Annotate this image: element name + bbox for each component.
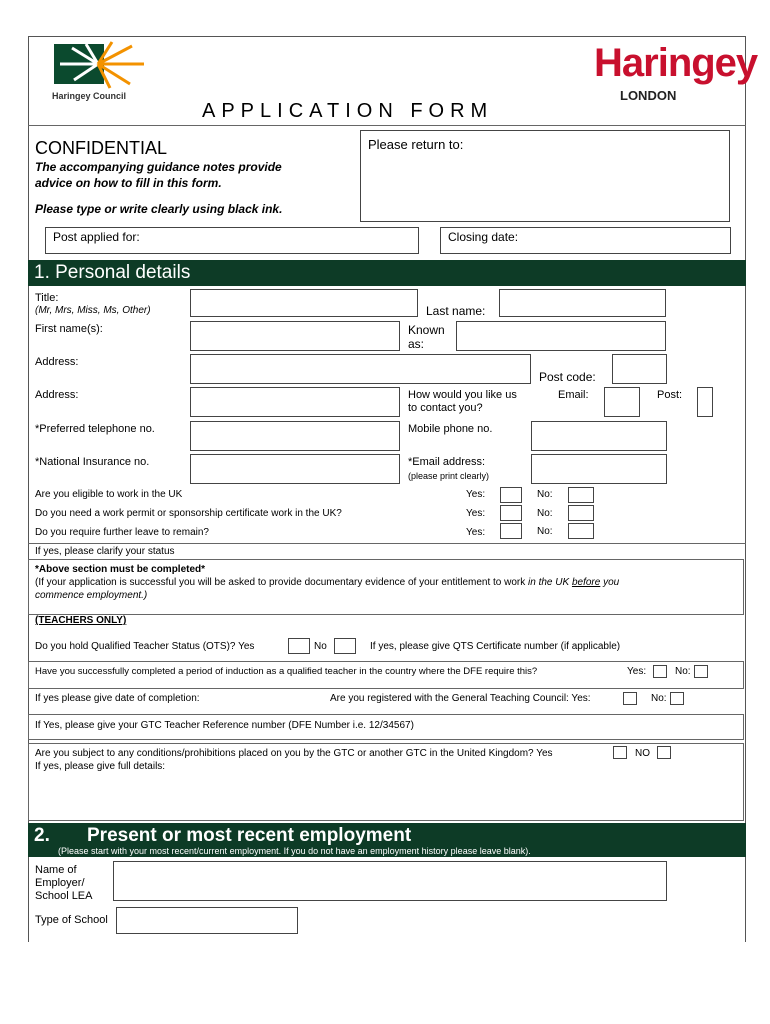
last-name-field[interactable] bbox=[499, 289, 666, 317]
council-name: Haringey Council bbox=[52, 91, 127, 101]
closing-date-label: Closing date: bbox=[448, 230, 519, 244]
gtc-ref-label: If Yes, please give your GTC Teacher Reference number (DFE Number i.e. 12/34567) bbox=[35, 720, 414, 731]
mobile-label: Mobile phone no. bbox=[408, 423, 493, 435]
employer-label-2: Employer/ bbox=[35, 877, 85, 889]
email-address-label: *Email address: bbox=[408, 456, 486, 468]
section-2-number: 2. bbox=[34, 825, 50, 846]
gtc-reg-no-box[interactable] bbox=[670, 692, 684, 705]
title-hint: (Mr, Mrs, Miss, Ms, Other) bbox=[35, 305, 151, 316]
post-code-label: Post code: bbox=[539, 370, 596, 384]
school-type-label: Type of School bbox=[35, 914, 108, 926]
brand-sub: LONDON bbox=[620, 88, 677, 103]
evidence-1d: you bbox=[600, 577, 620, 588]
form-title: APPLICATION FORM bbox=[202, 100, 494, 122]
council-logo-icon bbox=[52, 40, 148, 90]
conditions-no-box[interactable] bbox=[657, 746, 671, 759]
evidence-line-2: commence employment.) bbox=[35, 590, 148, 601]
employer-label-3: School LEA bbox=[35, 890, 93, 902]
known-as-label-1: Known bbox=[408, 323, 445, 337]
evidence-1b: in the UK bbox=[528, 577, 572, 588]
leave-no-box[interactable] bbox=[568, 523, 594, 539]
confidential-heading: CONFIDENTIAL bbox=[35, 138, 168, 158]
permit-no-label: No: bbox=[537, 508, 553, 519]
permit-no-box[interactable] bbox=[568, 505, 594, 521]
return-label: Please return to: bbox=[368, 137, 464, 152]
employer-label-1: Name of bbox=[35, 864, 77, 876]
clarify-rule-top bbox=[28, 543, 746, 544]
contact-q-2: to contact you? bbox=[408, 402, 483, 414]
permit-yes-box[interactable] bbox=[500, 505, 522, 521]
must-complete: *Above section must be completed* bbox=[35, 564, 206, 575]
evidence-1a: (If your application is successful you will be asked to provide documentary evidence of your entitlement to work bbox=[35, 577, 529, 588]
eligible-no-label: No: bbox=[537, 489, 553, 500]
leave-yes-label: Yes: bbox=[466, 527, 486, 538]
post-option-box[interactable] bbox=[697, 387, 713, 417]
first-names-field[interactable] bbox=[190, 321, 400, 351]
section-2-header bbox=[28, 823, 746, 857]
address-label-2: Address: bbox=[35, 389, 79, 401]
ink-note: Please type or write clearly using black ink. bbox=[35, 202, 283, 216]
post-option-label: Post: bbox=[657, 389, 683, 401]
email-hint: (please print clearly) bbox=[408, 471, 490, 481]
contact-q-1: How would you like us bbox=[408, 389, 517, 401]
induction-no-box[interactable] bbox=[694, 665, 708, 678]
induction-no-label: No: bbox=[675, 666, 691, 677]
council-logo bbox=[52, 40, 152, 102]
full-details-label: If yes, please give full details: bbox=[35, 761, 166, 772]
induction-yes-label: Yes: bbox=[627, 666, 647, 677]
gtc-reg-yes-box[interactable] bbox=[623, 692, 637, 705]
leave-yes-box[interactable] bbox=[500, 523, 522, 539]
qts-yes-box[interactable] bbox=[288, 638, 310, 654]
section-1-header bbox=[28, 260, 746, 286]
eligible-no-box[interactable] bbox=[568, 487, 594, 503]
title-field[interactable] bbox=[190, 289, 418, 317]
completion-date-label: If yes please give date of completion: bbox=[35, 693, 200, 704]
eligible-yes-box[interactable] bbox=[500, 487, 522, 503]
leave-question: Do you require further leave to remain? bbox=[35, 527, 209, 538]
address-field-2[interactable] bbox=[190, 387, 400, 417]
first-names-label: First name(s): bbox=[35, 323, 103, 335]
post-code-field[interactable] bbox=[612, 354, 667, 384]
known-as-field[interactable] bbox=[456, 321, 666, 351]
school-type-field[interactable] bbox=[116, 907, 298, 934]
evidence-1c: before bbox=[571, 577, 601, 588]
haringey-logo bbox=[594, 40, 758, 106]
ni-field[interactable] bbox=[190, 454, 400, 484]
ni-label: *National Insurance no. bbox=[35, 456, 150, 468]
address-field-1[interactable] bbox=[190, 354, 531, 384]
title-rule bbox=[28, 125, 746, 126]
conditions-no-label: NO bbox=[635, 748, 650, 759]
guidance-note-2: advice on how to fill in this form. bbox=[35, 176, 222, 190]
employer-field[interactable] bbox=[113, 861, 667, 901]
known-as-label-2: as: bbox=[408, 337, 425, 351]
last-name-label: Last name: bbox=[426, 304, 486, 318]
permit-question: Do you need a work permit or sponsorship certificate work in the UK? bbox=[35, 508, 342, 519]
qts-no-label: No bbox=[314, 641, 327, 652]
brand-word: Haringey bbox=[594, 41, 758, 85]
clarify-label: If yes, please clarify your status bbox=[35, 546, 175, 557]
qts-question: Do you hold Qualified Teacher Status (OTS)? Yes bbox=[35, 641, 255, 652]
address-label-1: Address: bbox=[35, 356, 79, 368]
mobile-field[interactable] bbox=[531, 421, 667, 451]
eligible-question: Are you eligible to work in the UK bbox=[35, 489, 183, 500]
guidance-note: The accompanying guidance notes provide bbox=[35, 160, 282, 174]
leave-no-label: No: bbox=[537, 526, 553, 537]
teachers-only: (TEACHERS ONLY) bbox=[35, 615, 127, 626]
post-applied-label: Post applied for: bbox=[53, 230, 140, 244]
section-1-title: 1. Personal details bbox=[34, 262, 191, 283]
section-2-note: (Please start with your most recent/current employment. If you do not have an employment history please leave blank). bbox=[58, 846, 531, 856]
email-option-box[interactable] bbox=[604, 387, 640, 417]
pref-tel-label: *Preferred telephone no. bbox=[35, 423, 155, 435]
permit-yes-label: Yes: bbox=[466, 508, 486, 519]
gtc-reg-no-label: No: bbox=[651, 693, 667, 704]
evidence-line-1 bbox=[35, 577, 619, 589]
conditions-yes-box[interactable] bbox=[613, 746, 627, 759]
induction-yes-box[interactable] bbox=[653, 665, 667, 678]
gtc-reg-question: Are you registered with the General Teaching Council: Yes: bbox=[330, 693, 591, 704]
title-label: Title: bbox=[35, 292, 59, 304]
induction-question: Have you successfully completed a period of induction as a qualified teacher in the country where the DFE require this? bbox=[35, 666, 538, 677]
section-2-title: Present or most recent employment bbox=[87, 825, 412, 846]
qts-cert-label: If yes, please give QTS Certificate number (if applicable) bbox=[370, 641, 621, 652]
email-option-label: Email: bbox=[558, 389, 589, 401]
eligible-yes-label: Yes: bbox=[466, 489, 486, 500]
qts-no-box[interactable] bbox=[334, 638, 356, 654]
email-address-field[interactable] bbox=[531, 454, 667, 484]
conditions-question: Are you subject to any conditions/prohibitions placed on you by the GTC or another GTC in the United Kingdom? Yes bbox=[35, 748, 553, 759]
pref-tel-field[interactable] bbox=[190, 421, 400, 451]
